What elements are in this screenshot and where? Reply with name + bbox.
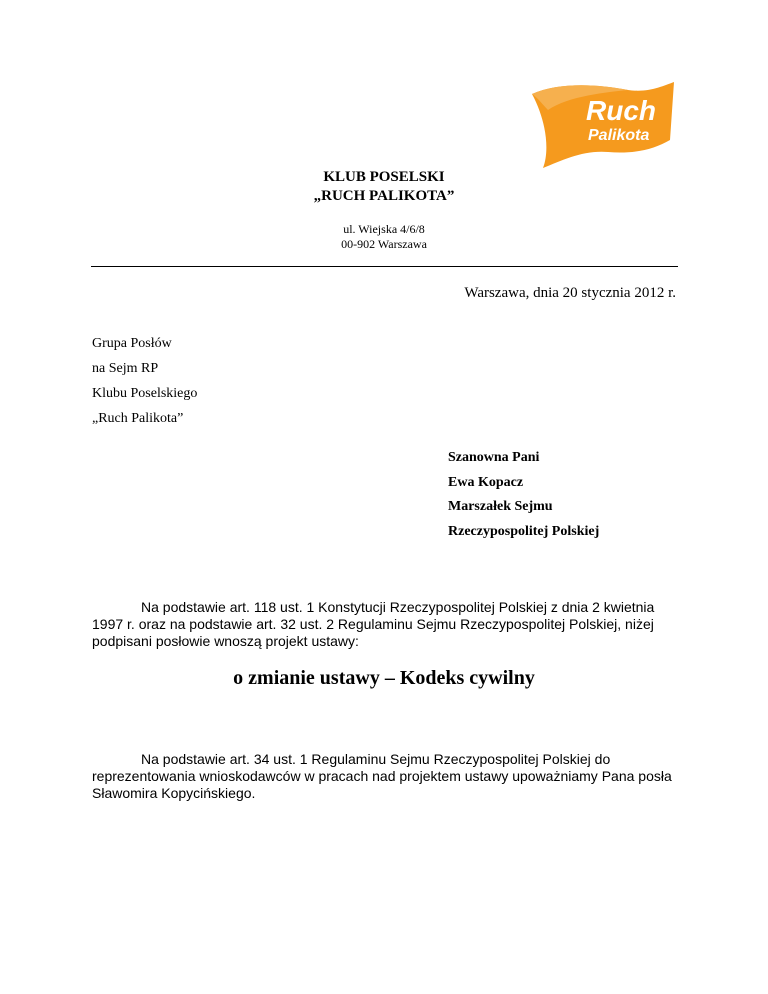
body-paragraph-submission xyxy=(92,599,682,650)
letterhead-address-street: ul. Wiejska 4/6/8 xyxy=(343,222,425,236)
letterhead-title-line1: KLUB POSELSKI xyxy=(323,169,445,185)
paragraph-line: podpisani posłowie wnoszą projekt ustawy: xyxy=(92,633,359,649)
paragraph-line: Na podstawie art. 118 ust. 1 Konstytucji Rzeczypospolitej Polskiej z dnia 2 kwietnia xyxy=(141,599,655,615)
body-paragraph-representative xyxy=(92,751,682,802)
logo-text-ruch: Ruch xyxy=(586,95,656,126)
letterhead-divider xyxy=(91,266,678,267)
letter-date: Warszawa, dnia 20 stycznia 2012 r. xyxy=(464,285,676,301)
letterhead-address-city: 00-902 Warszawa xyxy=(341,237,427,251)
logo-text-palikota: Palikota xyxy=(588,127,650,144)
ruch-palikota-logo xyxy=(528,80,678,170)
sender-line: na Sejm RP xyxy=(92,361,159,376)
paragraph-line: Na podstawie art. 34 ust. 1 Regulaminu Sejmu Rzeczypospolitej Polskiej do xyxy=(141,751,611,767)
letterhead-title-line2: „RUCH PALIKOTA” xyxy=(313,188,455,204)
recipient-line: Rzeczypospolitej Polskiej xyxy=(448,523,600,539)
paragraph-line: reprezentowania wnioskodawców w pracach nad projektem ustawy upoważniamy Pana posła xyxy=(92,768,672,784)
recipient-line: Marszałek Sejmu xyxy=(448,499,553,514)
sender-line: Klubu Poselskiego xyxy=(92,386,198,401)
paragraph-line: 1997 r. oraz na podstawie art. 32 ust. 2 Regulaminu Sejmu Rzeczypospolitej Polskiej, niżej xyxy=(92,616,654,632)
sender-line: Grupa Posłów xyxy=(92,336,172,351)
recipient-line: Ewa Kopacz xyxy=(448,474,524,490)
bill-title: o zmianie ustawy – Kodeks cywilny xyxy=(233,667,535,689)
sender-line: „Ruch Palikota” xyxy=(92,411,184,426)
paragraph-line: Sławomira Kopycińskiego. xyxy=(92,785,256,801)
sender-block xyxy=(92,331,197,431)
recipient-block xyxy=(448,446,599,544)
recipient-line: Szanowna Pani xyxy=(448,450,540,465)
